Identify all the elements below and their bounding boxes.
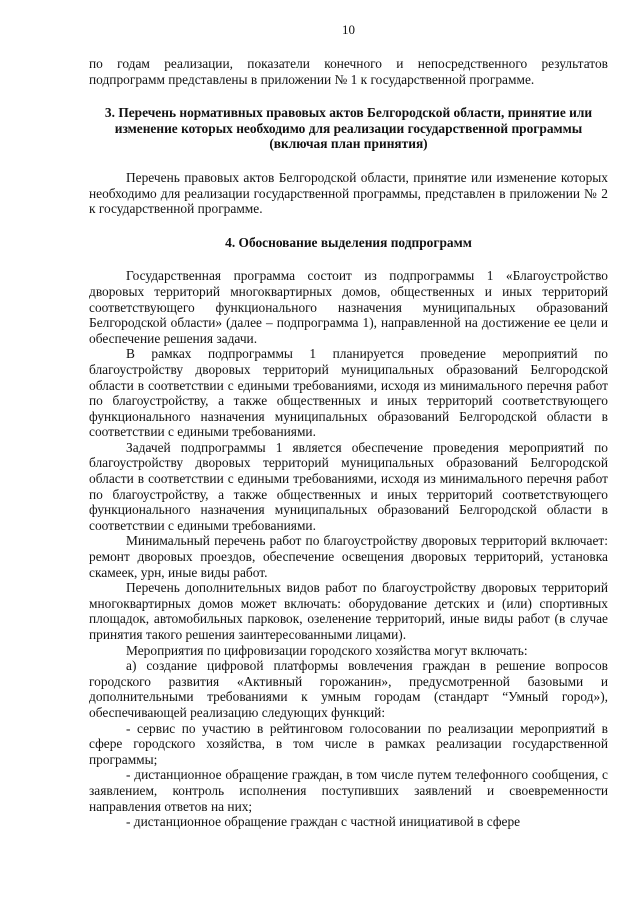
paragraph: Перечень дополнительных видов работ по благоустройству дворовых территорий многоквартирных домов может включать: оборудование детских и (или) спортивных площадок, автомобильных парковок, озеленение территорий, иные виды работ (в случае принятия такого решения заинтересованными лицами).	[89, 580, 608, 642]
section-heading: 4. Обоснование выделения подпрограмм	[225, 234, 472, 250]
spacer	[89, 152, 608, 170]
paragraph: Минимальный перечень работ по благоустройству дворовых территорий включает: ремонт дворовых проездов, обеспечение освещения дворовых территорий, установка скамеек, урн, иные виды работ.	[89, 533, 608, 580]
paragraph: Задачей подпрограммы 1 является обеспечение проведения мероприятий по благоустройству дворовых территорий муниципальных образований Белгородской области в соответствии с едиными требованиями, исходя из минимального перечня работ по благоустройству, а также общественных и иных территорий соответствующего функционального назначения муниципальных образований Белгородской области в соответствии с едиными требованиями.	[89, 439, 608, 533]
paragraph: Перечень правовых актов Белгородской области, принятие или изменение которых необходимо для реализации государственной программы, представлен в приложении № 2 к государственной программе.	[89, 169, 608, 217]
paragraph: В рамках подпрограммы 1 планируется проведение мероприятий по благоустройству дворовых территорий муниципальных образований Белгородской области в соответствии с едиными требованиями, исходя из минимального перечня работ по благоустройству, а также общественных и иных территорий соответствующего функционального назначения муниципальных образований Белгородской области в соответствии с едиными требованиями.	[89, 346, 608, 440]
paragraph: Мероприятия по цифровизации городского хозяйства могут включать:	[126, 642, 528, 658]
spacer	[89, 217, 608, 235]
page-number: 10	[342, 22, 355, 37]
paragraph: - дистанционное обращение граждан, в том числе путем телефонного сообщения, с заявлением, контроль исполнения поступивших заявлений и своевременности направления ответов на них;	[89, 767, 608, 814]
paragraph: по годам реализации, показатели конечного и непосредственного результатов подпрограмм представлены в приложении № 1 к государственной программе.	[89, 56, 608, 87]
section-heading: 3. Перечень нормативных правовых актов Белгородской области, принятие или изменение которых необходимо для реализации государственной программы (включая план принятия)	[104, 105, 593, 152]
spacer	[89, 250, 608, 268]
spacer	[89, 87, 608, 105]
paragraph: Государственная программа состоит из подпрограммы 1 «Благоустройство дворовых территорий многоквартирных домов, общественных и иных территорий соответствующего функционального назначения муниципальных образований Белгородской области» (далее – подпрограмма 1), направленной на достижение ее цели и обеспечение решения задачи.	[89, 268, 608, 346]
paragraph: - сервис по участию в рейтинговом голосовании по реализации мероприятий в сфере городского хозяйства, в том числе в рамках реализации государственной программы;	[89, 720, 608, 767]
paragraph: - дистанционное обращение граждан с частной инициативой в сфере	[126, 814, 521, 830]
document-body	[89, 56, 608, 830]
paragraph: а) создание цифровой платформы вовлечения граждан в решение вопросов городского развития «Активный горожанин», предусмотренной базовыми и дополнительными требованиями к умным городам (стандарт “Умный город»), обеспечивающей реализацию следующих функций:	[89, 658, 608, 720]
